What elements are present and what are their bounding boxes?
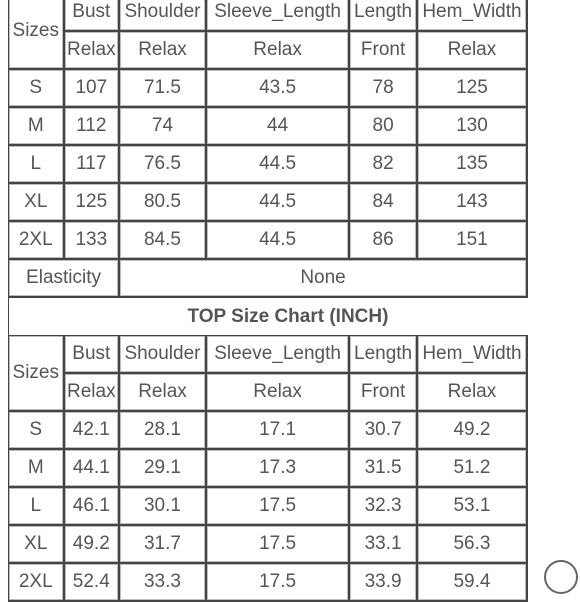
shoulder-cell: 74 (120, 108, 207, 146)
length-subheader: Front (350, 374, 418, 412)
table-row (9, 184, 528, 222)
hem-width-cell: 59.4 (418, 564, 528, 602)
bust-subheader: Relax (65, 32, 121, 70)
sleeve-length-cell: 43.5 (207, 70, 350, 108)
hem-width-cell: 51.2 (418, 450, 528, 488)
shoulder-cell: 31.7 (120, 526, 207, 564)
length-subheader: Front (350, 32, 418, 70)
shoulder-cell: 71.5 (120, 70, 207, 108)
shoulder-cell: 29.1 (120, 450, 207, 488)
hem-width-cell: 135 (418, 146, 528, 184)
sleeve-length-subheader: Relax (207, 374, 350, 412)
bust-cell: 46.1 (65, 488, 121, 526)
table-row (9, 450, 528, 488)
size-cell: M (9, 108, 65, 146)
size-cell: S (9, 412, 65, 450)
hem-width-header: Hem_Width (418, 0, 528, 32)
sleeve-length-subheader: Relax (207, 32, 350, 70)
subheader-row (9, 374, 528, 412)
shoulder-cell: 80.5 (120, 184, 207, 222)
bust-cell: 112 (65, 108, 121, 146)
hem-width-subheader: Relax (418, 374, 528, 412)
shoulder-cell: 30.1 (120, 488, 207, 526)
shoulder-cell: 33.3 (120, 564, 207, 602)
sizes-header: Sizes (9, 336, 65, 412)
sizes-header: Sizes (9, 0, 65, 70)
table-row (9, 412, 528, 450)
shoulder-subheader: Relax (120, 374, 207, 412)
table-row (9, 146, 528, 184)
table-row (9, 222, 528, 260)
bust-cell: 42.1 (65, 412, 121, 450)
size-cell: L (9, 146, 65, 184)
elasticity-label: Elasticity (9, 260, 120, 298)
table-row (9, 70, 528, 108)
subheader-row (9, 32, 528, 70)
length-cell: 86 (350, 222, 418, 260)
shoulder-header: Shoulder (120, 336, 207, 374)
inch-chart-title: TOP Size Chart (INCH) (187, 306, 389, 327)
hem-width-subheader: Relax (418, 32, 528, 70)
hem-width-header: Hem_Width (418, 336, 528, 374)
size-cell: L (9, 488, 65, 526)
sleeve-length-cell: 44 (207, 108, 350, 146)
hem-width-cell: 49.2 (418, 412, 528, 450)
bust-cell: 125 (65, 184, 121, 222)
shoulder-cell: 84.5 (120, 222, 207, 260)
table-row (9, 564, 528, 602)
shoulder-cell: 76.5 (120, 146, 207, 184)
bust-cell: 44.1 (65, 450, 121, 488)
shoulder-cell: 28.1 (120, 412, 207, 450)
bust-subheader: Relax (65, 374, 121, 412)
length-cell: 33.1 (350, 526, 418, 564)
length-cell: 33.9 (350, 564, 418, 602)
hem-width-cell: 151 (418, 222, 528, 260)
length-cell: 82 (350, 146, 418, 184)
header-row (9, 336, 528, 374)
size-cell: M (9, 450, 65, 488)
hem-width-cell: 125 (418, 70, 528, 108)
sleeve-length-header: Sleeve_Length (207, 0, 350, 32)
sleeve-length-header: Sleeve_Length (207, 336, 350, 374)
bust-cell: 117 (65, 146, 121, 184)
circle-icon[interactable] (544, 560, 578, 594)
length-cell: 32.3 (350, 488, 418, 526)
sleeve-length-cell: 17.5 (207, 488, 350, 526)
shoulder-subheader: Relax (120, 32, 207, 70)
table-row (9, 526, 528, 564)
length-cell: 78 (350, 70, 418, 108)
table-row (9, 488, 528, 526)
shoulder-header: Shoulder (120, 0, 207, 32)
length-cell: 80 (350, 108, 418, 146)
sleeve-length-cell: 44.5 (207, 222, 350, 260)
table-row (9, 108, 528, 146)
size-cell: S (9, 70, 65, 108)
length-header: Length (350, 336, 418, 374)
sleeve-length-cell: 17.3 (207, 450, 350, 488)
sleeve-length-cell: 17.5 (207, 564, 350, 602)
length-cell: 31.5 (350, 450, 418, 488)
size-cell: XL (9, 184, 65, 222)
cm-size-chart-table (8, 0, 528, 298)
size-cell: XL (9, 526, 65, 564)
sleeve-length-cell: 44.5 (207, 146, 350, 184)
bust-header: Bust (65, 336, 121, 374)
hem-width-cell: 130 (418, 108, 528, 146)
sleeve-length-cell: 17.5 (207, 526, 350, 564)
header-row (9, 0, 528, 32)
bust-cell: 52.4 (65, 564, 121, 602)
size-cell: 2XL (9, 222, 65, 260)
bust-cell: 107 (65, 70, 121, 108)
elasticity-value: None (120, 260, 528, 298)
size-cell: 2XL (9, 564, 65, 602)
hem-width-cell: 53.1 (418, 488, 528, 526)
inch-size-chart-table (8, 335, 528, 602)
length-cell: 30.7 (350, 412, 418, 450)
bust-header: Bust (65, 0, 121, 32)
length-header: Length (350, 0, 418, 32)
bust-cell: 133 (65, 222, 121, 260)
hem-width-cell: 56.3 (418, 526, 528, 564)
sleeve-length-cell: 17.1 (207, 412, 350, 450)
hem-width-cell: 143 (418, 184, 528, 222)
elasticity-row (9, 260, 528, 298)
bust-cell: 49.2 (65, 526, 121, 564)
length-cell: 84 (350, 184, 418, 222)
sleeve-length-cell: 44.5 (207, 184, 350, 222)
